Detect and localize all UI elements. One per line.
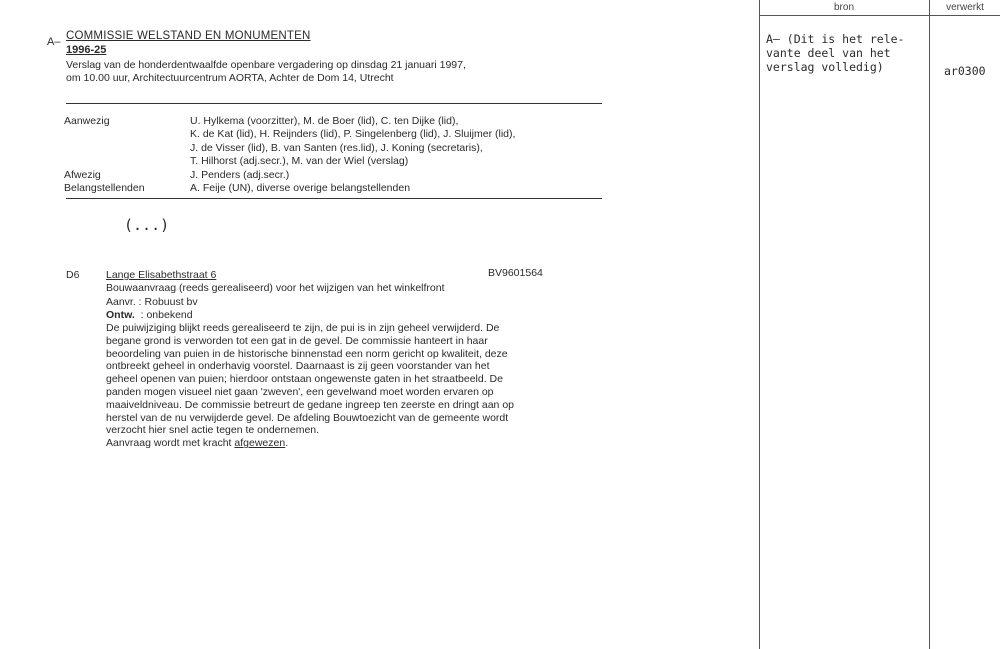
meeting-number: 1996-25 [66, 44, 107, 56]
attendance-value: K. de Kat (lid), H. Reijnders (lid), P. Singelenberg (lid), J. Sluijmer (lid), [190, 128, 516, 141]
processed-code: ar0300 [944, 64, 986, 78]
assessment-line: begane grond is verworden tot een gat in de gevel. De commissie hanteert in haar [106, 334, 488, 347]
attendance-value: U. Hylkema (voorzitter), M. de Boer (lid), C. ten Dijke (lid), [190, 115, 459, 127]
assessment-line: maaiveldniveau. De commissie betreurt de gedane ingreep ten zeerste en dringt aan op [106, 398, 514, 411]
document-title: COMMISSIE WELSTAND EN MONUMENTEN [66, 30, 311, 42]
item-designer [106, 309, 193, 321]
assessment-line: herstel van de nu verwijderde gevel. De afdeling Bouwtoezicht van de gemeente wordt [106, 411, 509, 424]
column-header-bron: bron [833, 2, 854, 13]
item-reference: BV9601564 [488, 267, 543, 279]
omission-ellipsis: (...) [124, 216, 170, 234]
item-subject: Bouwaanvraag (reeds gerealiseerd) voor het wijzigen van het winkelfront [106, 282, 445, 294]
item-assessment [106, 322, 586, 450]
sidebar-note-line-3: verslag volledig) [766, 60, 884, 74]
column-divider-left [759, 0, 760, 649]
item-designer-label: Ontw. [106, 309, 135, 321]
header-divider [66, 103, 602, 104]
column-divider-middle [929, 0, 930, 649]
attendance-divider [66, 198, 602, 199]
decision-line [106, 437, 586, 450]
assessment-line: verzocht hier snel actie tegen te ondernemen. [106, 424, 320, 437]
attendance-value: A. Feije (UN), diverse overige belangstellenden [190, 181, 411, 194]
assessment-line: beoordeling van puien in de historische binnenstad een norm gericht op kwaliteit, deze [106, 347, 508, 360]
column-header-verwerkt: verwerkt [946, 2, 984, 13]
item-applicant: Aanvr. : Robuust bv [106, 296, 198, 308]
assessment-line: geheel openen van puien; hierdoor ontstaan ongewenste gaten in het straatbeeld. De [106, 373, 503, 386]
sidebar-note-line-1: A– (Dit is het rele- [766, 32, 905, 46]
attendance-label: Afwezig [64, 168, 101, 181]
assessment-line: ontbreekt geheel in onderhavig voorstel. Daarnaast is zij geen voorstander van het [106, 360, 490, 373]
decision-verdict: afgewezen [234, 437, 286, 450]
item-designer-value: : onbekend [140, 309, 193, 321]
section-marker: A– [47, 36, 61, 48]
column-header-rule [759, 15, 1000, 16]
assessment-line: panden mogen visueel niet gaan 'zweven', een gevelwand moet worden ervaren op [106, 385, 494, 398]
attendance-value: T. Hilhorst (adj.secr.), M. van der Wiel (verslag) [190, 155, 409, 168]
attendance-label: Belangstellenden [64, 181, 145, 194]
decision-suffix: . [285, 437, 289, 450]
attendance-label: Aanwezig [64, 115, 110, 127]
meeting-description-line-2: om 10.00 uur, Architectuurcentrum AORTA, Achter de Dom 14, Utrecht [66, 72, 394, 84]
attendance-value: J. Penders (adj.secr.) [190, 168, 290, 181]
assessment-line: De puiwijziging blijkt reeds gerealiseerd te zijn, de pui is in zijn geheel verwijderd. De [106, 322, 500, 334]
attendance-value: J. de Visser (lid), B. van Santen (res.lid), J. Koning (secretaris), [190, 141, 483, 154]
item-address: Lange Elisabethstraat 6 [106, 269, 217, 281]
item-code: D6 [66, 269, 80, 281]
sidebar-note-line-2: vante deel van het [766, 46, 891, 60]
meeting-description-line-1: Verslag van de honderdentwaalfde openbare vergadering op dinsdag 21 januari 1997, [66, 59, 466, 71]
decision-prefix: Aanvraag wordt met kracht [106, 437, 235, 450]
